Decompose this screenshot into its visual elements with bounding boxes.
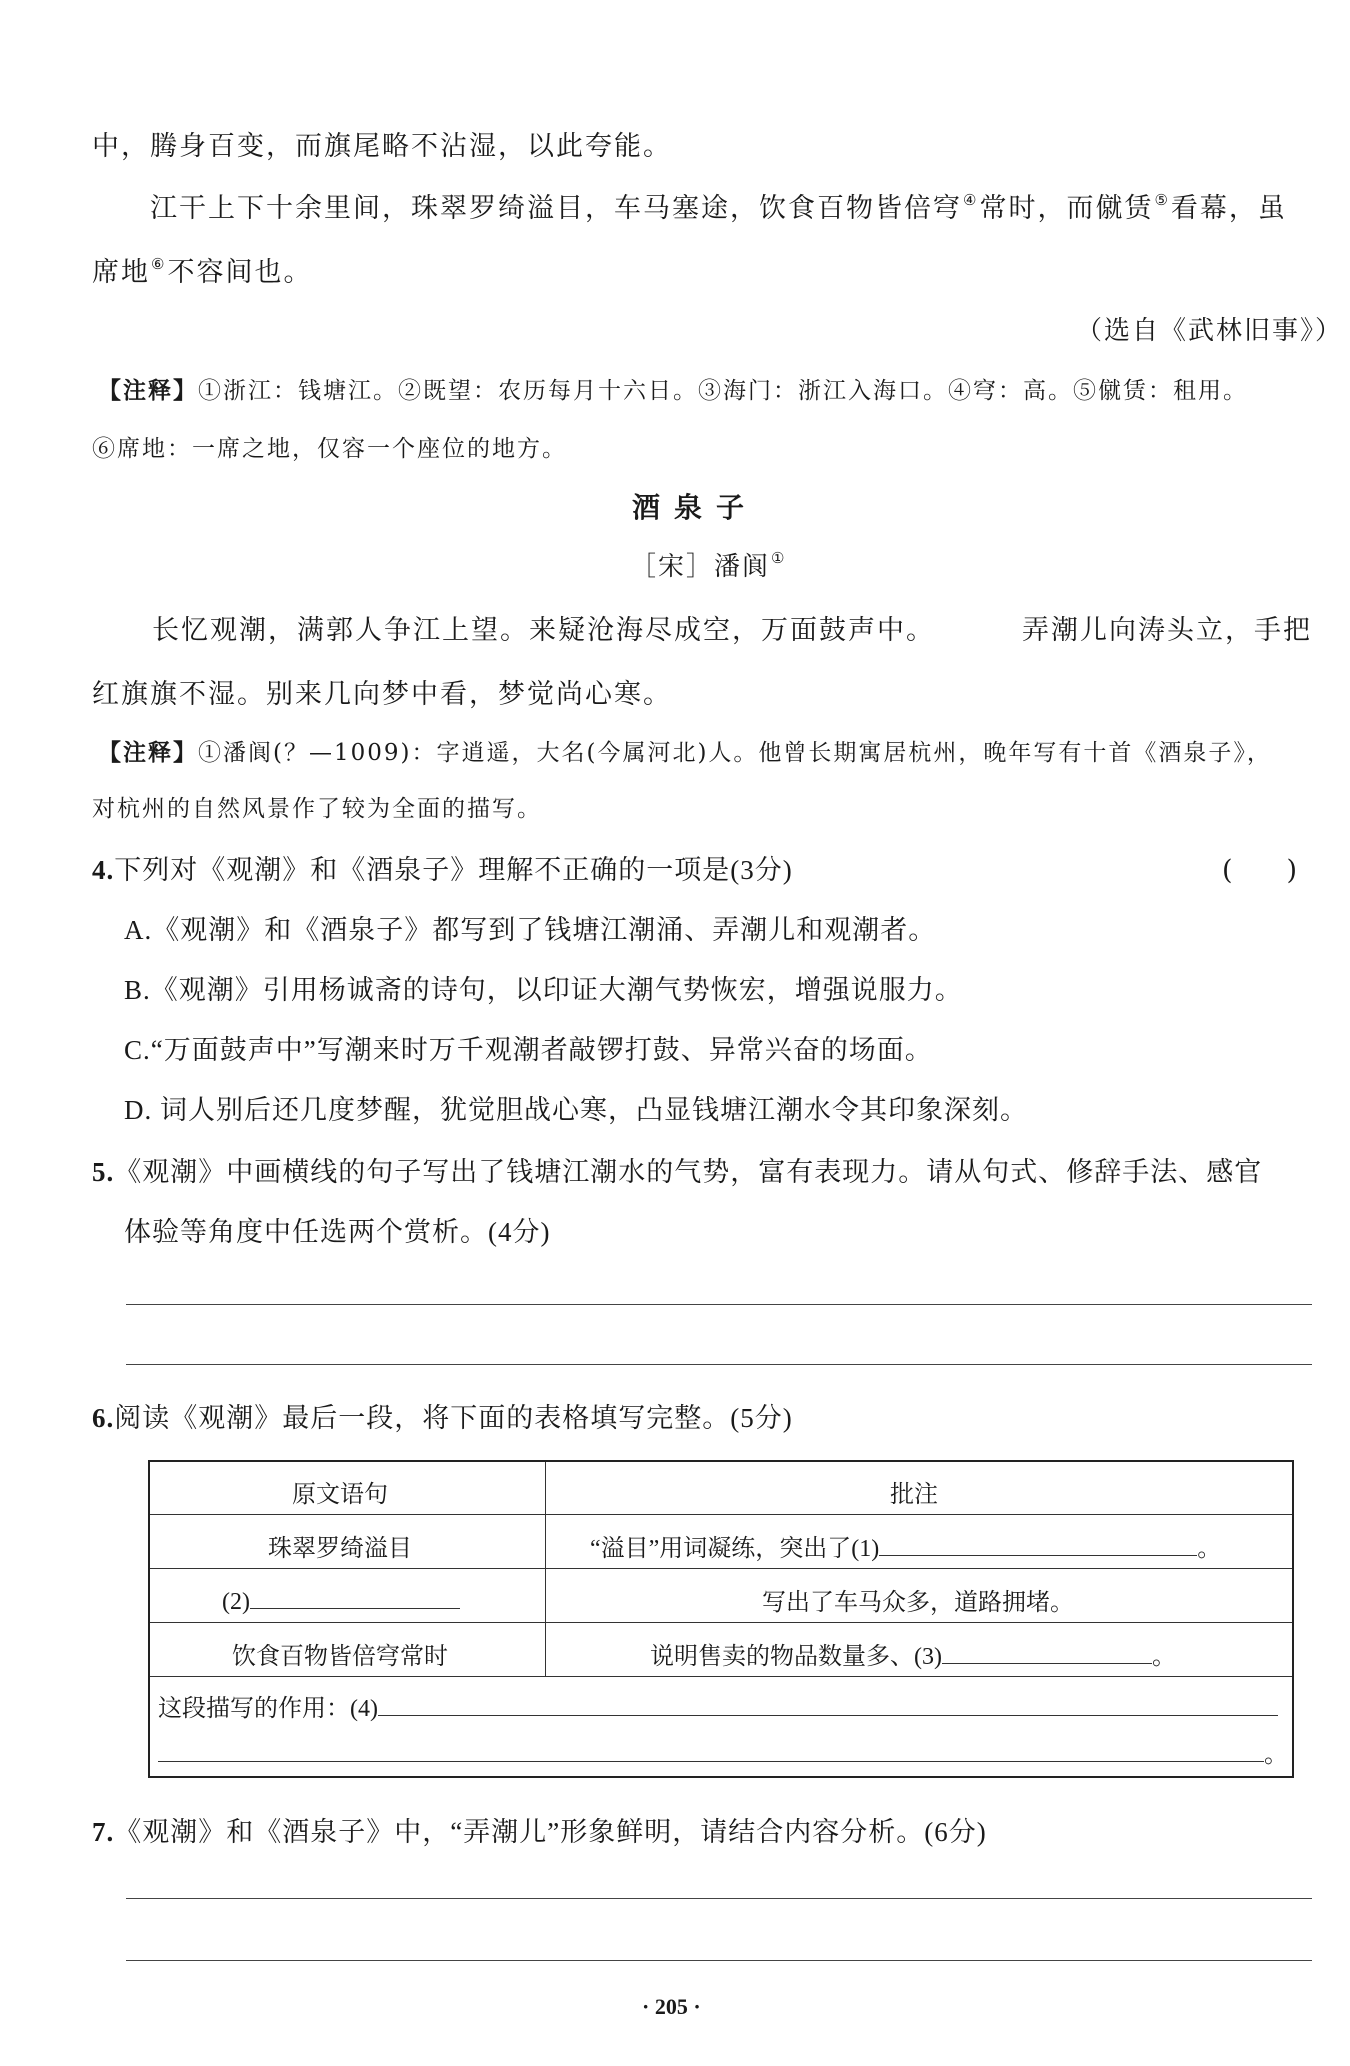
- poem-byline: [630, 546, 787, 583]
- note-text: ①潘阆(？—1009)：字逍遥，大名(今属河北)人。他曾长期寓居杭州，晚年写有十首《酒泉子》，: [198, 740, 1272, 766]
- table-cell: 写出了车马众多，道路拥堵。: [762, 1590, 1074, 1616]
- answer-line[interactable]: [126, 1364, 1312, 1365]
- question-text: 阅读《观潮》最后一段，将下面的表格填写完整。(5分): [114, 1403, 793, 1433]
- passage-line: [92, 250, 312, 289]
- question-6: [92, 1396, 793, 1435]
- cell-text: (2): [222, 1589, 250, 1615]
- footnote-marker: ④: [963, 191, 979, 209]
- table-header-right: 批注: [890, 1482, 938, 1508]
- table-cell: [222, 1582, 460, 1616]
- annotation-table: [148, 1460, 1294, 1778]
- option-b: B.《观潮》引用杨诚斋的诗句，以印证大潮气势恢宏，增强说服力。: [124, 975, 963, 1005]
- option-d: D. 词人别后还几度梦醒，犹觉胆战心寒，凸显钱塘江潮水令其印象深刻。: [124, 1095, 1028, 1125]
- fill-blank[interactable]: [378, 1689, 1278, 1716]
- passage-source: （选自《武林旧事》）: [1076, 316, 1344, 346]
- cell-text: 这段描写的作用：(4): [158, 1696, 378, 1722]
- question-text: 下列对《观潮》和《酒泉子》理解不正确的一项是(3分): [114, 855, 793, 885]
- answer-line[interactable]: [126, 1898, 1312, 1899]
- question-text: 《观潮》中画横线的句子写出了钱塘江潮水的气势，富有表现力。请从句式、修辞手法、感官: [114, 1157, 1263, 1187]
- passage-note: [98, 372, 1248, 405]
- fill-blank[interactable]: [250, 1582, 460, 1609]
- table-cell: [590, 1528, 1221, 1563]
- fill-blank[interactable]: [879, 1529, 1197, 1556]
- passage-text: 席地: [92, 257, 150, 288]
- answer-line[interactable]: [126, 1960, 1312, 1961]
- table-header-left: 原文语句: [292, 1482, 388, 1508]
- table-cell: 饮食百物皆倍穹常时: [232, 1644, 448, 1670]
- byline-text: ［宋］潘阆: [630, 552, 771, 582]
- question-7: [92, 1810, 987, 1849]
- poem-line: 长忆观潮，满郭人争江上望。来疑沧海尽成空，万面鼓声中。: [152, 615, 935, 646]
- passage-text: 不容间也。: [167, 257, 313, 288]
- passage-text: 看幕，虽: [1170, 193, 1287, 224]
- table-cell: [158, 1734, 1288, 1769]
- table-cell: [158, 1688, 1278, 1723]
- table-divider: [150, 1676, 1292, 1677]
- table-cell: 珠翠罗绮溢目: [268, 1536, 412, 1562]
- cell-text: 说明售卖的物品数量多、(3): [650, 1644, 942, 1670]
- fill-blank[interactable]: [942, 1637, 1152, 1664]
- footnote-marker: ⑤: [1154, 191, 1170, 209]
- table-divider: [150, 1568, 1292, 1569]
- cell-text: 。: [1151, 1644, 1176, 1670]
- passage-note: ⑥席地：一席之地，仅容一个座位的地方。: [92, 436, 567, 462]
- question-number: 4.: [92, 855, 115, 885]
- question-text: 《观潮》和《酒泉子》中，“弄潮儿”形象鲜明，请结合内容分析。(6分): [114, 1817, 987, 1847]
- cell-text: 。: [1264, 1742, 1288, 1768]
- poem-title: 酒泉子: [632, 491, 759, 524]
- question-number: 7.: [92, 1817, 115, 1847]
- table-divider: [150, 1514, 1292, 1515]
- answer-line[interactable]: [126, 1304, 1312, 1305]
- question-number: 5.: [92, 1157, 115, 1187]
- note-text: ①浙江：钱塘江。②既望：农历每月十六日。③海门：浙江入海口。④穹：高。⑤僦赁：租用。: [198, 378, 1248, 404]
- option-c: C.“万面鼓声中”写潮来时万千观潮者敲锣打鼓、异常兴奋的场面。: [124, 1035, 933, 1065]
- poem-note: 对杭州的自然风景作了较为全面的描写。: [92, 796, 542, 822]
- poem-line: 弄潮儿向涛头立，手把: [1022, 615, 1312, 646]
- note-label: 【注释】: [98, 377, 198, 404]
- poem-line: 红旗旗不湿。别来几向梦中看，梦觉尚心寒。: [92, 679, 672, 710]
- passage-text: 常时，而僦赁: [979, 193, 1154, 224]
- passage-line: [150, 186, 1287, 225]
- table-cell: [650, 1636, 1176, 1671]
- question-4: [92, 848, 793, 887]
- cell-text: 。: [1197, 1536, 1222, 1562]
- poem-note: [98, 734, 1272, 767]
- question-5-cont: 体验等角度中任选两个赏析。(4分): [124, 1217, 551, 1247]
- footnote-marker: ⑥: [151, 255, 167, 273]
- footnote-marker: ①: [771, 549, 787, 567]
- table-divider: [545, 1462, 546, 1676]
- option-a: A.《观潮》和《酒泉子》都写到了钱塘江潮涌、弄潮儿和观潮者。: [124, 915, 937, 945]
- question-5: [92, 1150, 1262, 1189]
- passage-line: 中，腾身百变，而旗尾略不沾湿，以此夸能。: [92, 131, 672, 162]
- passage-text: 江干上下十余里间，珠翠罗绮溢目，车马塞途，饮食百物皆倍穹: [150, 193, 962, 224]
- cell-text: “溢目”用词凝练，突出了(1): [590, 1536, 880, 1562]
- table-divider: [150, 1622, 1292, 1623]
- question-number: 6.: [92, 1403, 115, 1433]
- fill-blank[interactable]: [158, 1735, 1264, 1762]
- page-number: · 205 ·: [642, 1994, 701, 2019]
- answer-bracket[interactable]: ( ): [1222, 855, 1298, 886]
- note-label: 【注释】: [98, 739, 198, 766]
